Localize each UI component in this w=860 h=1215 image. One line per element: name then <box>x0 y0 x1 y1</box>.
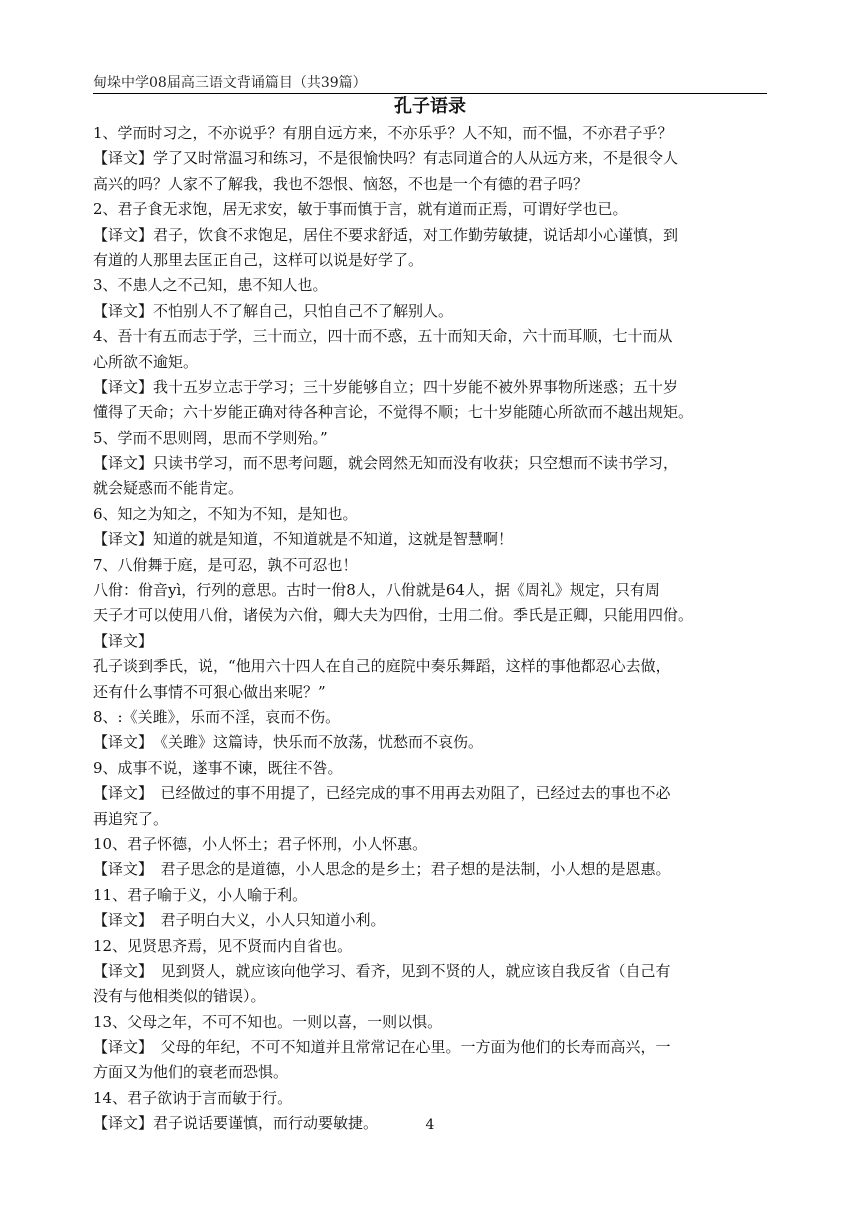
text-line: 7、八佾舞于庭，是可忍，孰不可忍也！ <box>93 555 358 574</box>
text-line: 9、成事不说，遂事不谏，既往不咎。 <box>93 758 343 777</box>
text-line: 10、君子怀德，小人怀土；君子怀刑，小人怀惠。 <box>93 834 428 853</box>
text-line: 6、知之为知之，不知为不知，是知也。 <box>93 504 358 523</box>
text-line: 心所欲不逾矩。 <box>93 352 199 371</box>
text-line: 有道的人那里去匡正自己，这样可以说是好学了。 <box>93 250 424 269</box>
text-line: 八佾：佾音yì，行列的意思。古时一佾8人，八佾就是64人，据《周礼》规定，只有周 <box>93 581 660 600</box>
text-line: 【译文】 君子明白大义，小人只知道小利。 <box>93 911 386 930</box>
text-line: 3、不患人之不己知，患不知人也。 <box>93 276 328 295</box>
text-line: 11、君子喻于义，小人喻于利。 <box>93 885 308 904</box>
text-line: 【译文】 已经做过的事不用提了，已经完成的事不用再去劝阻了，已经过去的事也不必 <box>93 784 671 803</box>
body-text <box>93 121 769 1137</box>
text-line: 【译文】 君子思念的是道德，小人思念的是乡土；君子想的是法制，小人想的是恩惠。 <box>93 860 671 879</box>
running-header: 甸垛中学08届高三语文背诵篇目（共39篇） <box>93 75 367 91</box>
text-line: 12、见贤思齐焉，见不贤而内自省也。 <box>93 936 353 955</box>
text-line: 再追究了。 <box>93 809 169 828</box>
text-line: 懂得了天命；六十岁能正确对待各种言论，不觉得不顺；七十岁能随心所欲而不越出规矩。 <box>93 403 694 422</box>
text-line: 4、吾十有五而志于学，三十而立，四十而不惑，五十而知天命，六十而耳顺，七十而从 <box>93 327 673 346</box>
text-line: 没有与他相类似的错误）。 <box>93 987 266 1006</box>
header-rule <box>93 93 767 94</box>
text-line: 天子才可以使用八佾，诸侯为六佾，卿大夫为四佾，士用二佾。季氏是正卿，只能用四佾。 <box>93 606 694 625</box>
text-line: 孔子谈到季氏，说，“他用六十四人在自己的庭院中奏乐舞蹈，这样的事他都忍心去做， <box>93 657 671 676</box>
text-line: 就会疑惑而不能肯定。 <box>93 479 244 498</box>
page-number: 4 <box>425 1117 435 1133</box>
text-line: 5、学而不思则罔，思而不学则殆。” <box>93 428 328 447</box>
text-line: 方面又为他们的衰老而恐惧。 <box>93 1063 289 1082</box>
text-line: 1、学而时习之，不亦说乎？有朋自远方来，不亦乐乎？人不知，而不愠，不亦君子乎？ <box>93 124 673 142</box>
text-line: 【译文】我十五岁立志于学习；三十岁能够自立；四十岁能不被外界事物所迷惑；五十岁 <box>93 377 679 396</box>
text-line: 2、君子食无求饱，居无求安，敏于事而慎于言，就有道而正焉，可谓好学也已。 <box>93 200 628 219</box>
text-line: 【译文】 父母的年纪，不可不知道并且常常记在心里。一方面为他们的长寿而高兴，一 <box>93 1038 671 1057</box>
text-line: 8、:《关雎》，乐而不淫，哀而不伤。 <box>93 707 341 726</box>
text-line: 【译文】不怕别人不了解自己，只怕自己不了解别人。 <box>93 301 454 320</box>
text-line: 还有什么事情不可狠心做出来呢？” <box>93 682 326 701</box>
section-title: 孔子语录 <box>394 96 466 117</box>
text-line: 14、君子欲讷于言而敏于行。 <box>93 1088 293 1107</box>
text-line: 【译文】知道的就是知道，不知道就是不知道，这就是智慧啊！ <box>93 530 514 549</box>
text-line: 13、父母之年，不可不知也。一则以喜，一则以惧。 <box>93 1012 443 1031</box>
text-line: 【译文】只读书学习，而不思考问题，就会罔然无知而没有收获；只空想而不读书学习， <box>93 454 679 473</box>
text-line: 【译文】 <box>93 631 154 650</box>
text-line: 【译文】君子说话要谨慎，而行动要敏捷。 <box>93 1114 379 1133</box>
text-line: 【译文】君子，饮食不求饱足，居住不要求舒适，对工作勤劳敏捷，说话却小心谨慎，到 <box>93 225 679 244</box>
text-line: 高兴的吗？人家不了解我，我也不怨恨、恼怒，不也是一个有德的君子吗？ <box>93 174 589 193</box>
text-line: 【译文】 见到贤人，就应该向他学习、看齐，见到不贤的人，就应该自我反省（自己有 <box>93 961 671 980</box>
text-line: 【译文】学了又时常温习和练习，不是很愉快吗？有志同道合的人从远方来，不是很令人 <box>93 149 679 168</box>
text-line: 【译文】 《关雎》这篇诗，快乐而不放荡，忧愁而不哀伤。 <box>93 733 484 752</box>
